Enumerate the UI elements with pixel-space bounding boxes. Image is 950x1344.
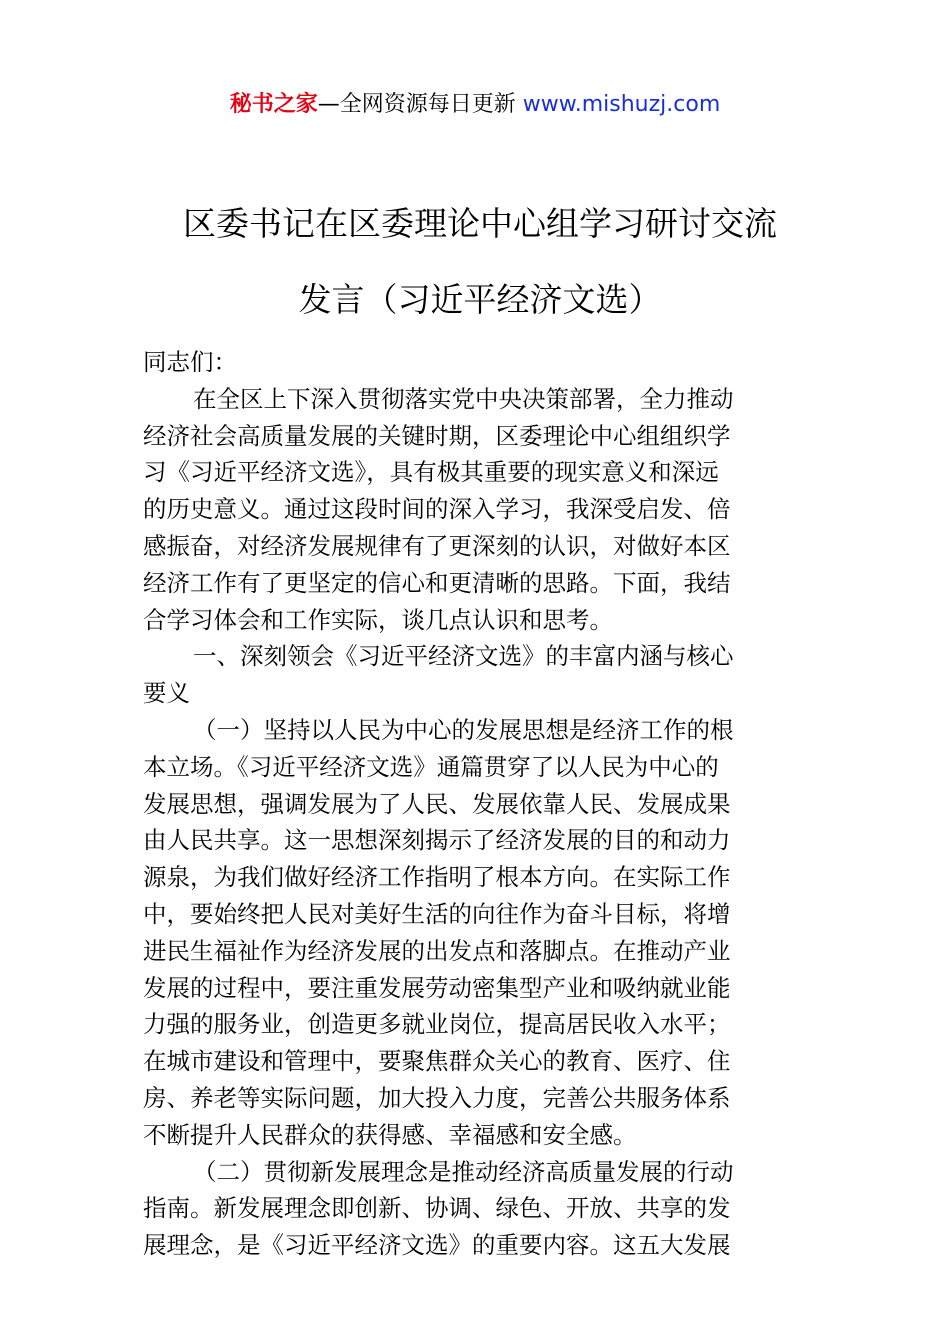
document-body xyxy=(143,344,807,1264)
body-line: 的历史意义。通过这段时间的深入学习，我深受启发、倍 xyxy=(143,495,731,524)
body-line: 发展的过程中，要注重发展劳动密集型产业和吸纳就业能 xyxy=(143,973,731,1002)
body-line: 经济社会高质量发展的关键时期，区委理论中心组组织学 xyxy=(143,421,731,450)
body-line: （二）贯彻新发展理念是推动经济高质量发展的行动 xyxy=(193,1157,734,1186)
body-line: 合学习体会和工作实际，谈几点认识和思考。 xyxy=(143,605,613,634)
site-tagline: —全网资源每日更新 xyxy=(317,92,516,117)
body-line: 指南。新发展理念即创新、协调、绿色、开放、共享的发 xyxy=(143,1194,731,1223)
site-header xyxy=(0,88,950,122)
body-line: 进民生福祉作为经济发展的出发点和落脚点。在推动产业 xyxy=(143,936,731,965)
salutation: 同志们： xyxy=(143,348,237,376)
title-line: 发言（习近平经济文选） xyxy=(298,280,662,319)
section-heading: 一、深刻领会《习近平经济文选》的丰富内涵与核心 xyxy=(193,642,734,671)
body-line: 在全区上下深入贯彻落实党中央决策部署，全力推动 xyxy=(193,384,734,413)
body-line: 在城市建设和管理中，要聚焦群众关心的教育、医疗、住 xyxy=(143,1047,731,1076)
site-brand: 秘书之家 xyxy=(229,92,318,117)
body-line: 不断提升人民群众的获得感、幸福感和安全感。 xyxy=(143,1120,637,1149)
body-line: 经济工作有了更坚定的信心和更清晰的思路。下面，我结 xyxy=(143,568,731,597)
section-heading: 要义 xyxy=(143,679,190,708)
body-line: 本立场。《习近平经济文选》通篇贯穿了以人民为中心的 xyxy=(143,752,719,781)
body-line: 源泉，为我们做好经济工作指明了根本方向。在实际工作 xyxy=(143,863,731,892)
body-line: 感振奋，对经济发展规律有了更深刻的认识，对做好本区 xyxy=(143,531,731,560)
body-line: 中，要始终把人民对美好生活的向往作为奋斗目标，将增 xyxy=(143,899,731,928)
body-line: 力强的服务业，创造更多就业岗位，提高居民收入水平； xyxy=(143,1010,731,1039)
body-line: 房、养老等实际问题，加大投入力度，完善公共服务体系 xyxy=(143,1083,731,1112)
body-line: 发展思想，强调发展为了人民、发展依靠人民、发展成果 xyxy=(143,789,731,818)
body-line: （一）坚持以人民为中心的发展思想是经济工作的根 xyxy=(193,715,734,744)
site-url-link[interactable]: www.mishuzj.com xyxy=(522,92,721,117)
body-line: 由人民共享。这一思想深刻揭示了经济发展的目的和动力 xyxy=(143,826,731,855)
document-title xyxy=(140,186,820,338)
body-line: 习《习近平经济文选》，具有极其重要的现实意义和深远 xyxy=(143,458,719,487)
title-line: 区委书记在区委理论中心组学习研讨交流 xyxy=(183,204,777,243)
body-line: 展理念，是《习近平经济文选》的重要内容。这五大发展 xyxy=(143,1231,731,1260)
